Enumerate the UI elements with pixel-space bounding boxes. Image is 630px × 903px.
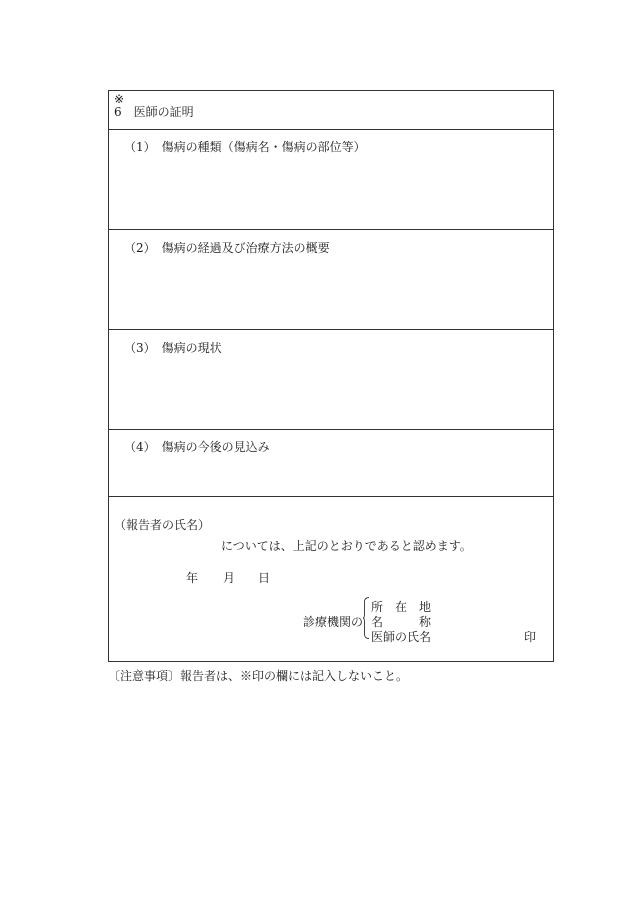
section-row-prognosis[interactable] bbox=[109, 430, 553, 497]
section-row-current-condition[interactable] bbox=[109, 330, 553, 430]
seal-mark: 印 bbox=[524, 630, 537, 644]
reporter-name-label: （報告者の氏名） bbox=[114, 518, 211, 532]
caution-note: 〔注意事項〕報告者は、※印の欄には記入しないこと。 bbox=[108, 669, 409, 683]
doctor-certificate-form bbox=[108, 90, 554, 662]
date-month-label: 月 bbox=[223, 571, 236, 585]
certification-statement: については、上記のとおりであると認めます。 bbox=[221, 539, 472, 553]
institution-prefix: 診療機関の bbox=[303, 615, 364, 629]
section-row-injury-type[interactable] bbox=[109, 130, 553, 230]
section-label-prognosis: （4） 傷病の今後の見込み bbox=[124, 440, 270, 454]
bracket-icon bbox=[363, 597, 369, 639]
doctor-name-label: 医師の氏名 bbox=[371, 630, 432, 644]
section-row-treatment-course[interactable] bbox=[109, 230, 553, 330]
location-label: 所 在 地 bbox=[371, 600, 432, 614]
header-row bbox=[109, 91, 553, 130]
section-label-injury-type: （1） 傷病の種類（傷病名・傷病の部位等） bbox=[124, 140, 366, 154]
section-label-treatment-course: （2） 傷病の経過及び治療方法の概要 bbox=[124, 241, 330, 255]
date-day-label: 日 bbox=[258, 571, 271, 585]
section-title: 6 医師の証明 bbox=[114, 105, 194, 119]
institution-name-label: 名 称 bbox=[371, 615, 432, 629]
date-year-label: 年 bbox=[186, 571, 199, 585]
office-use-mark: ※ bbox=[114, 92, 125, 106]
section-label-current-condition: （3） 傷病の現状 bbox=[124, 341, 222, 355]
